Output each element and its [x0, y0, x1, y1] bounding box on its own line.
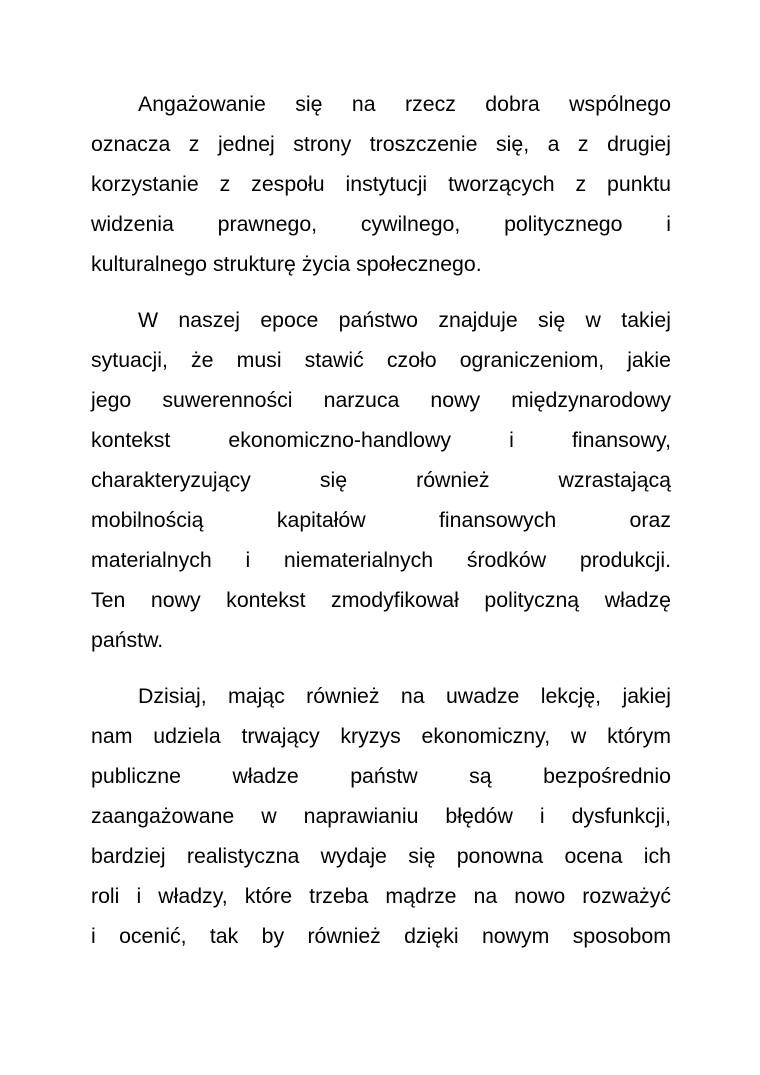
paragraph-line: roli i władzy, które trzeba mądrze na nowo rozważyć [91, 884, 671, 908]
paragraph-line: nam udziela trwający kryzys ekonomiczny, w którym [91, 724, 671, 748]
paragraph-line: oznacza z jednej strony troszczenie się, a z drugiej [91, 132, 671, 156]
paragraph-line: Dzisiaj, mając również na uwadze lekcję, jakiej [138, 684, 671, 708]
paragraph-line: charakteryzujący się również wzrastającą [91, 468, 671, 492]
paragraph-line: mobilnością kapitałów finansowych oraz [91, 508, 671, 532]
paragraph-line: bardziej realistyczna wydaje się ponowna ocena ich [91, 844, 671, 868]
paragraph-line: korzystanie z zespołu instytucji tworzących z punktu [91, 172, 671, 196]
paragraph-line: W naszej epoce państwo znajduje się w takiej [138, 308, 671, 332]
paragraph-line: zaangażowane w naprawianiu błędów i dysfunkcji, [91, 804, 671, 828]
paragraph-line: sytuacji, że musi stawić czoło ograniczeniom, jakie [91, 348, 671, 372]
paragraph-line: Angażowanie się na rzecz dobra wspólnego [138, 92, 671, 116]
document-page [91, 84, 671, 972]
paragraph-line: państw. [91, 628, 164, 652]
paragraph-1 [91, 84, 671, 284]
paragraph-line: jego suwerenności narzuca nowy międzynarodowy [91, 388, 671, 412]
paragraph-3 [91, 676, 671, 956]
paragraph-line: widzenia prawnego, cywilnego, politycznego i [91, 212, 671, 236]
paragraph-2 [91, 300, 671, 660]
paragraph-line: materialnych i niematerialnych środków produkcji. [91, 548, 671, 572]
paragraph-line: Ten nowy kontekst zmodyfikował polityczną władzę [91, 588, 671, 612]
paragraph-line: i ocenić, tak by również dzięki nowym sposobom [91, 924, 671, 948]
paragraph-line: kontekst ekonomiczno-handlowy i finansowy, [91, 428, 671, 452]
paragraph-line: kulturalnego strukturę życia społecznego. [91, 252, 482, 276]
paragraph-line: publiczne władze państw są bezpośrednio [91, 764, 671, 788]
